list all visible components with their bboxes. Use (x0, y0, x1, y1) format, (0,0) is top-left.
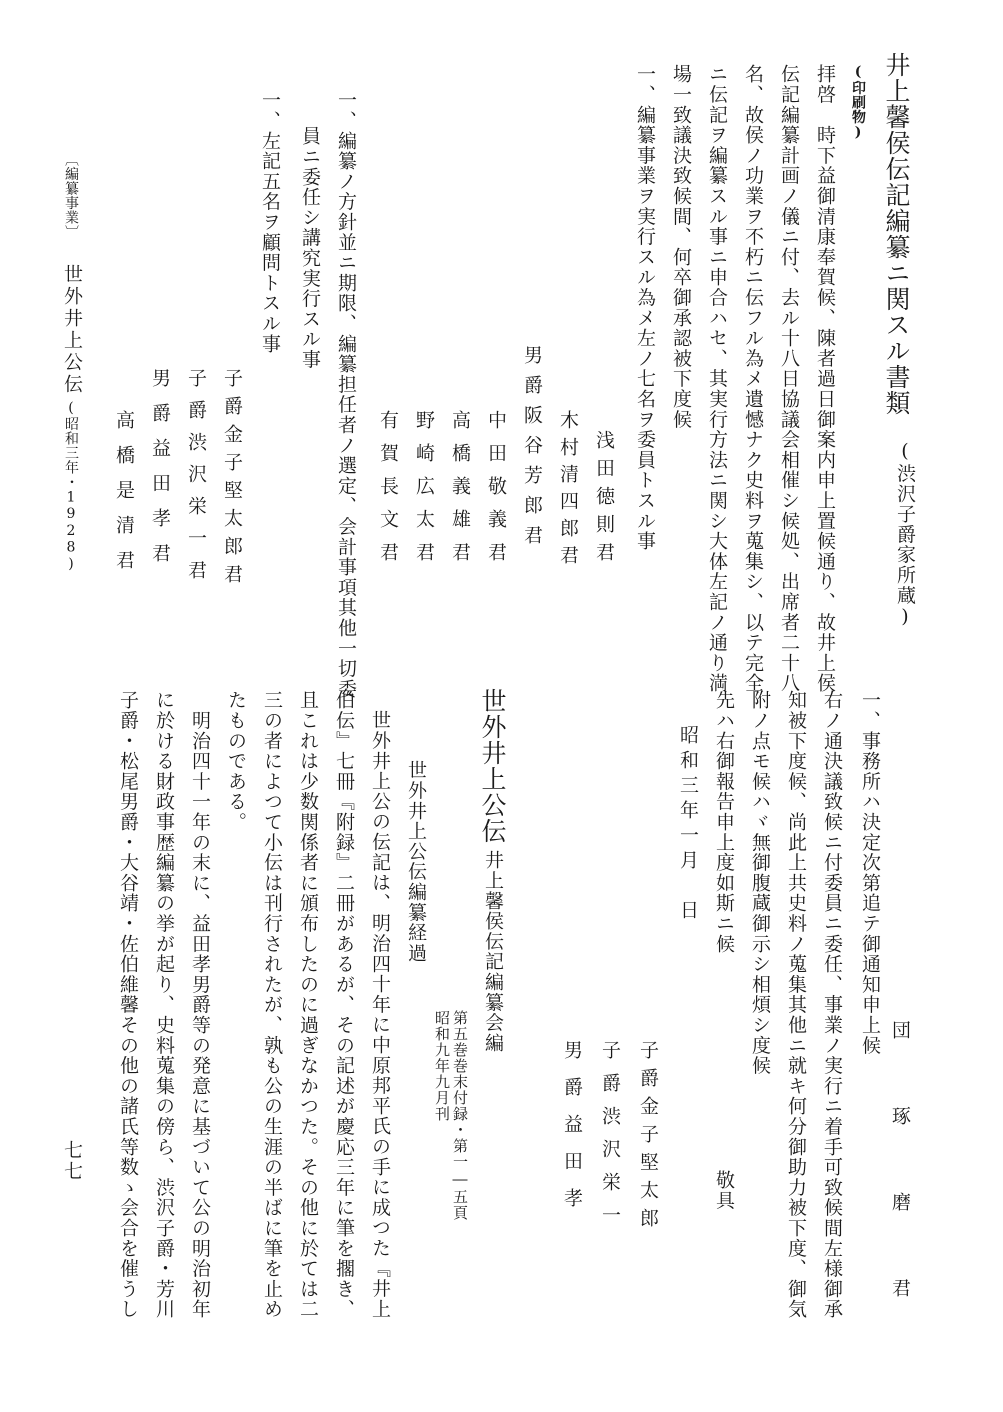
advisor: 高橋是清君 (113, 410, 135, 585)
recipient-dan: 団 琢 磨 君 (889, 1020, 911, 1321)
body-line-3: 且これは少数関係者に頒布したのに過ぎなかつた。その他に於ては二 (297, 690, 319, 1320)
committee-member: 高橋義雄君 (449, 410, 471, 575)
advisor: 男爵益田孝君 (149, 368, 171, 578)
item-policy-line-2: 員ニ委任シ講究実行スル事 (299, 126, 321, 370)
document-title: 井上馨侯伝記編纂ニ関スル書類 (882, 52, 911, 416)
body-line-8: 子爵・松尾男爵・大谷靖・佐伯維馨その他の諸氏等数ゝ会合を催うし (117, 690, 139, 1320)
letter-line-2: 伝記編纂計画ノ儀ニ付、去ル十八日協議会相催シ候処、出席者二十八 (778, 64, 800, 694)
committee-member: 浅田徳則君 (593, 430, 615, 570)
sender: 子爵金子堅太郎 (637, 1040, 659, 1236)
letter-line-5: 場一致議決致候間、何卒御承認被下度候 (670, 64, 692, 430)
footer-year: (昭和三年・1928) (63, 400, 79, 573)
item-policy-line-1: 一、編纂ノ方針並ニ期限、編纂担任者ノ選定、会計事項其他一切委 (335, 90, 357, 699)
body-line-7: に於ける財政事歴編纂の挙が起り、史料蒐集の傍ら、渋沢子爵・芳川 (153, 690, 175, 1320)
printed-matter-label: (印刷物) (850, 64, 866, 141)
sender: 男爵益田孝 (561, 1040, 583, 1225)
committee-member: 木村清四郎君 (557, 410, 579, 572)
advisor: 子爵金子堅太郎君 (221, 368, 243, 592)
item-advisors: 一、左記五名ヲ顧問トスル事 (259, 90, 281, 354)
committee-member: 中田敬義君 (485, 410, 507, 575)
letter-line-4: ニ伝記ヲ編纂スル事ニ申合ハセ、其実行方法ニ関シ大体左記ノ通り満 (706, 64, 728, 694)
closing-line-2: 知被下度候、尚此上共史料ノ蒐集其他ニ就キ何分御助力被下度、御気 (785, 690, 807, 1320)
body-line-1: 世外井上公の伝記は、明治四十年に中原邦平氏の手に成つた『井上 (369, 710, 391, 1319)
page-number: 七七 (61, 1140, 83, 1182)
footer-section: 〔編纂事業〕 (63, 152, 79, 240)
body-line-5: たものである。 (225, 690, 247, 833)
book-reference-2: 昭和九年九月刊 (433, 1010, 451, 1122)
source-note: (渋沢子爵家所蔵) (894, 440, 916, 629)
letter-line-3: 名、故侯ノ功業ヲ不朽ニ伝フル為メ遺憾ナク史料ヲ蒐集シ、以テ完全 (742, 64, 764, 694)
body-line-4: 三の者によつて小伝は刊行されたが、孰も公の生涯の半ばに筆を止め (261, 690, 283, 1320)
book-editor: 井上馨侯伝記編纂会編 (482, 850, 504, 1053)
book-reference-1: 第五巻巻末付録・第一―五頁 (451, 1010, 469, 1221)
closing-line-1: 右ノ通決議致候ニ付委員ニ委任、事業ノ実行ニ着手可致候間左様御承 (821, 690, 843, 1320)
committee-member: 男爵阪谷芳郎君 (521, 345, 543, 555)
item-committee: 一、編纂事業ヲ実行スル為メ左ノ七名ヲ委員トスル事 (634, 64, 656, 552)
advisor: 子爵渋沢栄一君 (185, 368, 207, 592)
letter-line-1: 拝啓 時下益御清康奉賀候、陳者過日御案内申上置候通り、故井上侯 (814, 64, 836, 694)
body-line-6: 明治四十一年の末に、益田孝男爵等の発意に基づいて公の明治初年 (189, 690, 211, 1320)
body-line-2: 伯伝』七冊『附録』二冊があるが、その記述が慶応三年に筆を擱き、 (333, 690, 355, 1320)
committee-member: 有賀長文君 (377, 410, 399, 575)
closing-line-3: 附ノ点モ候ハヾ無御腹蔵御示シ相煩シ度候 (749, 690, 771, 1076)
footer-running-title: 世外井上公伝 (61, 264, 83, 396)
item-office: 一、事務所ハ決定次第追テ御通知申上候 (859, 690, 881, 1056)
sender: 子爵渋沢栄一 (599, 1040, 621, 1238)
section-heading: 世外井上公伝編纂経過 (405, 760, 427, 963)
book-title: 世外井上公伝 (478, 688, 507, 844)
keigu: 敬具 (713, 1170, 735, 1211)
committee-member: 野崎広太君 (413, 410, 435, 575)
letter-date: 昭和三年一月 日 (677, 725, 699, 925)
closing-line-4: 先ハ右御報告申上度如斯ニ候 (713, 690, 735, 954)
